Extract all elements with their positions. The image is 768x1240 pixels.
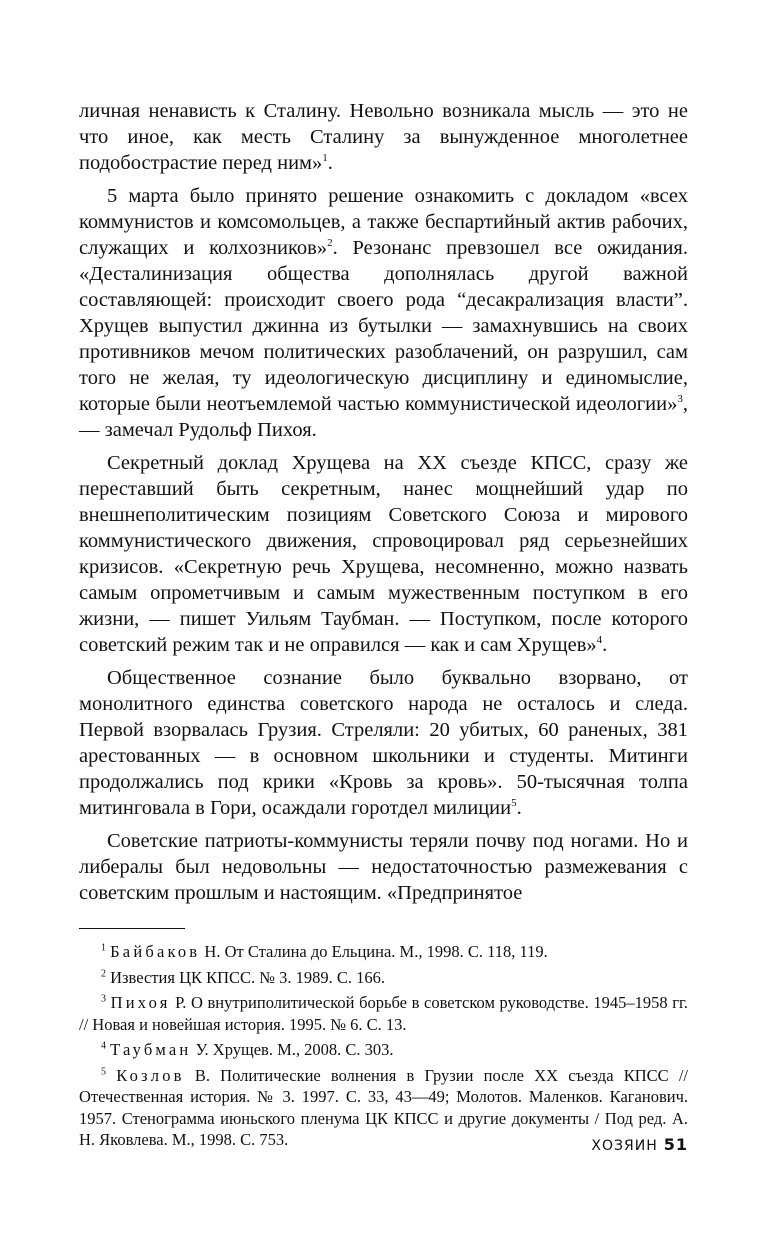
paragraph-3: Секретный доклад Хрущева на XX съезде КПСС, сразу же переставший быть секретным, нанес мощнейший удар по внешнеполитическим позициям Советского Союза и мирового коммунистического движения, спровоцировал ряд серьезнейших кризисов. «Секретную речь Хрущева, несомненно, можно назвать самым опрометчивым и самым мужественным поступком в его жизни, — пишет Уильям Таубман. — Поступком, после которого советский режим так и не оправился — как и сам Хрущев»$^4$. (79, 452, 688, 656)
footnote-4: $^4$ Таубман У. Хрущев. М., 2008. С. 303. (101, 1040, 394, 1059)
footnote-1: $^1$ Байбаков Н. От Сталина до Ельцина. М., 1998. С. 118, 119. (101, 942, 548, 961)
footnote-5: $^5$ Козлов В. Политические волнения в Грузии после XX съезда КПСС // Отечественная история. № 3. 1997. С. 33, 43—49; Молотов. Маленков. Каганович. 1957. Стенограмма июньского пленума ЦК КПСС и другие документы / Под ред. А. Н. Яковлева. М., 1998. С. 753. (79, 1065, 689, 1149)
paragraph-2: 5 марта было принято решение ознакомить с докладом «всех коммунистов и комсомольцев, а также беспартийный актив рабочих, служащих и колхозников»$^2$. Резонанс превзошел все ожидания. «Десталинизация общества дополнялась другой важной составляющей: происходит своего рода “десакрализация власти”. Хрущев выпустил джинна из бутылки — замахнувшись на своих противников мечом политических разоблачений, он разрушил, сам того не желая, ту идеологическую дисциплину и единомыслие, которые были неотъемлемой частью коммунистической идеологии»$^3$, — замечал Рудольф Пихоя. (79, 185, 688, 441)
running-title: ХОЗЯИН (591, 1138, 658, 1154)
paragraph-1: личная ненависть к Сталину. Невольно возникала мысль — это не что иное, как месть Сталину за вынужденное многолетнее подобострастие перед ним»$^1$. (79, 100, 688, 174)
page-footer (545, 1135, 688, 1154)
paragraph-4: Общественное сознание было буквально взорвано, от монолитного единства советского народа не осталось и следа. Первой взорвалась Грузия. Стреляли: 20 убитых, 60 раненых, 381 арестованных — в основном школьники и студенты. Митинги продолжались под крики «Кровь за кровь». 50-тысячная толпа митинговала в Гори, осаждали горотдел милиции$^5$. (79, 667, 688, 819)
footnote-3: $^3$ Пихоя Р. О внутриполитической борьбе в советском руководстве. 1945–1958 гг. // Новая и новейшая история. 1995. № 6. С. 13. (79, 993, 689, 1034)
page-body (79, 98, 688, 1155)
footnote-2: $^2$ Известия ЦК КПСС. № 3. 1989. С. 166. (101, 967, 386, 987)
page-number: 51 (663, 1135, 688, 1154)
footnote-divider (79, 928, 185, 929)
paragraph-5: Советские патриоты-коммунисты теряли почву под ногами. Но и либералы был недовольны — недостаточностью размежевания с советским прошлым и настоящим. «Предпринятое (79, 830, 688, 904)
